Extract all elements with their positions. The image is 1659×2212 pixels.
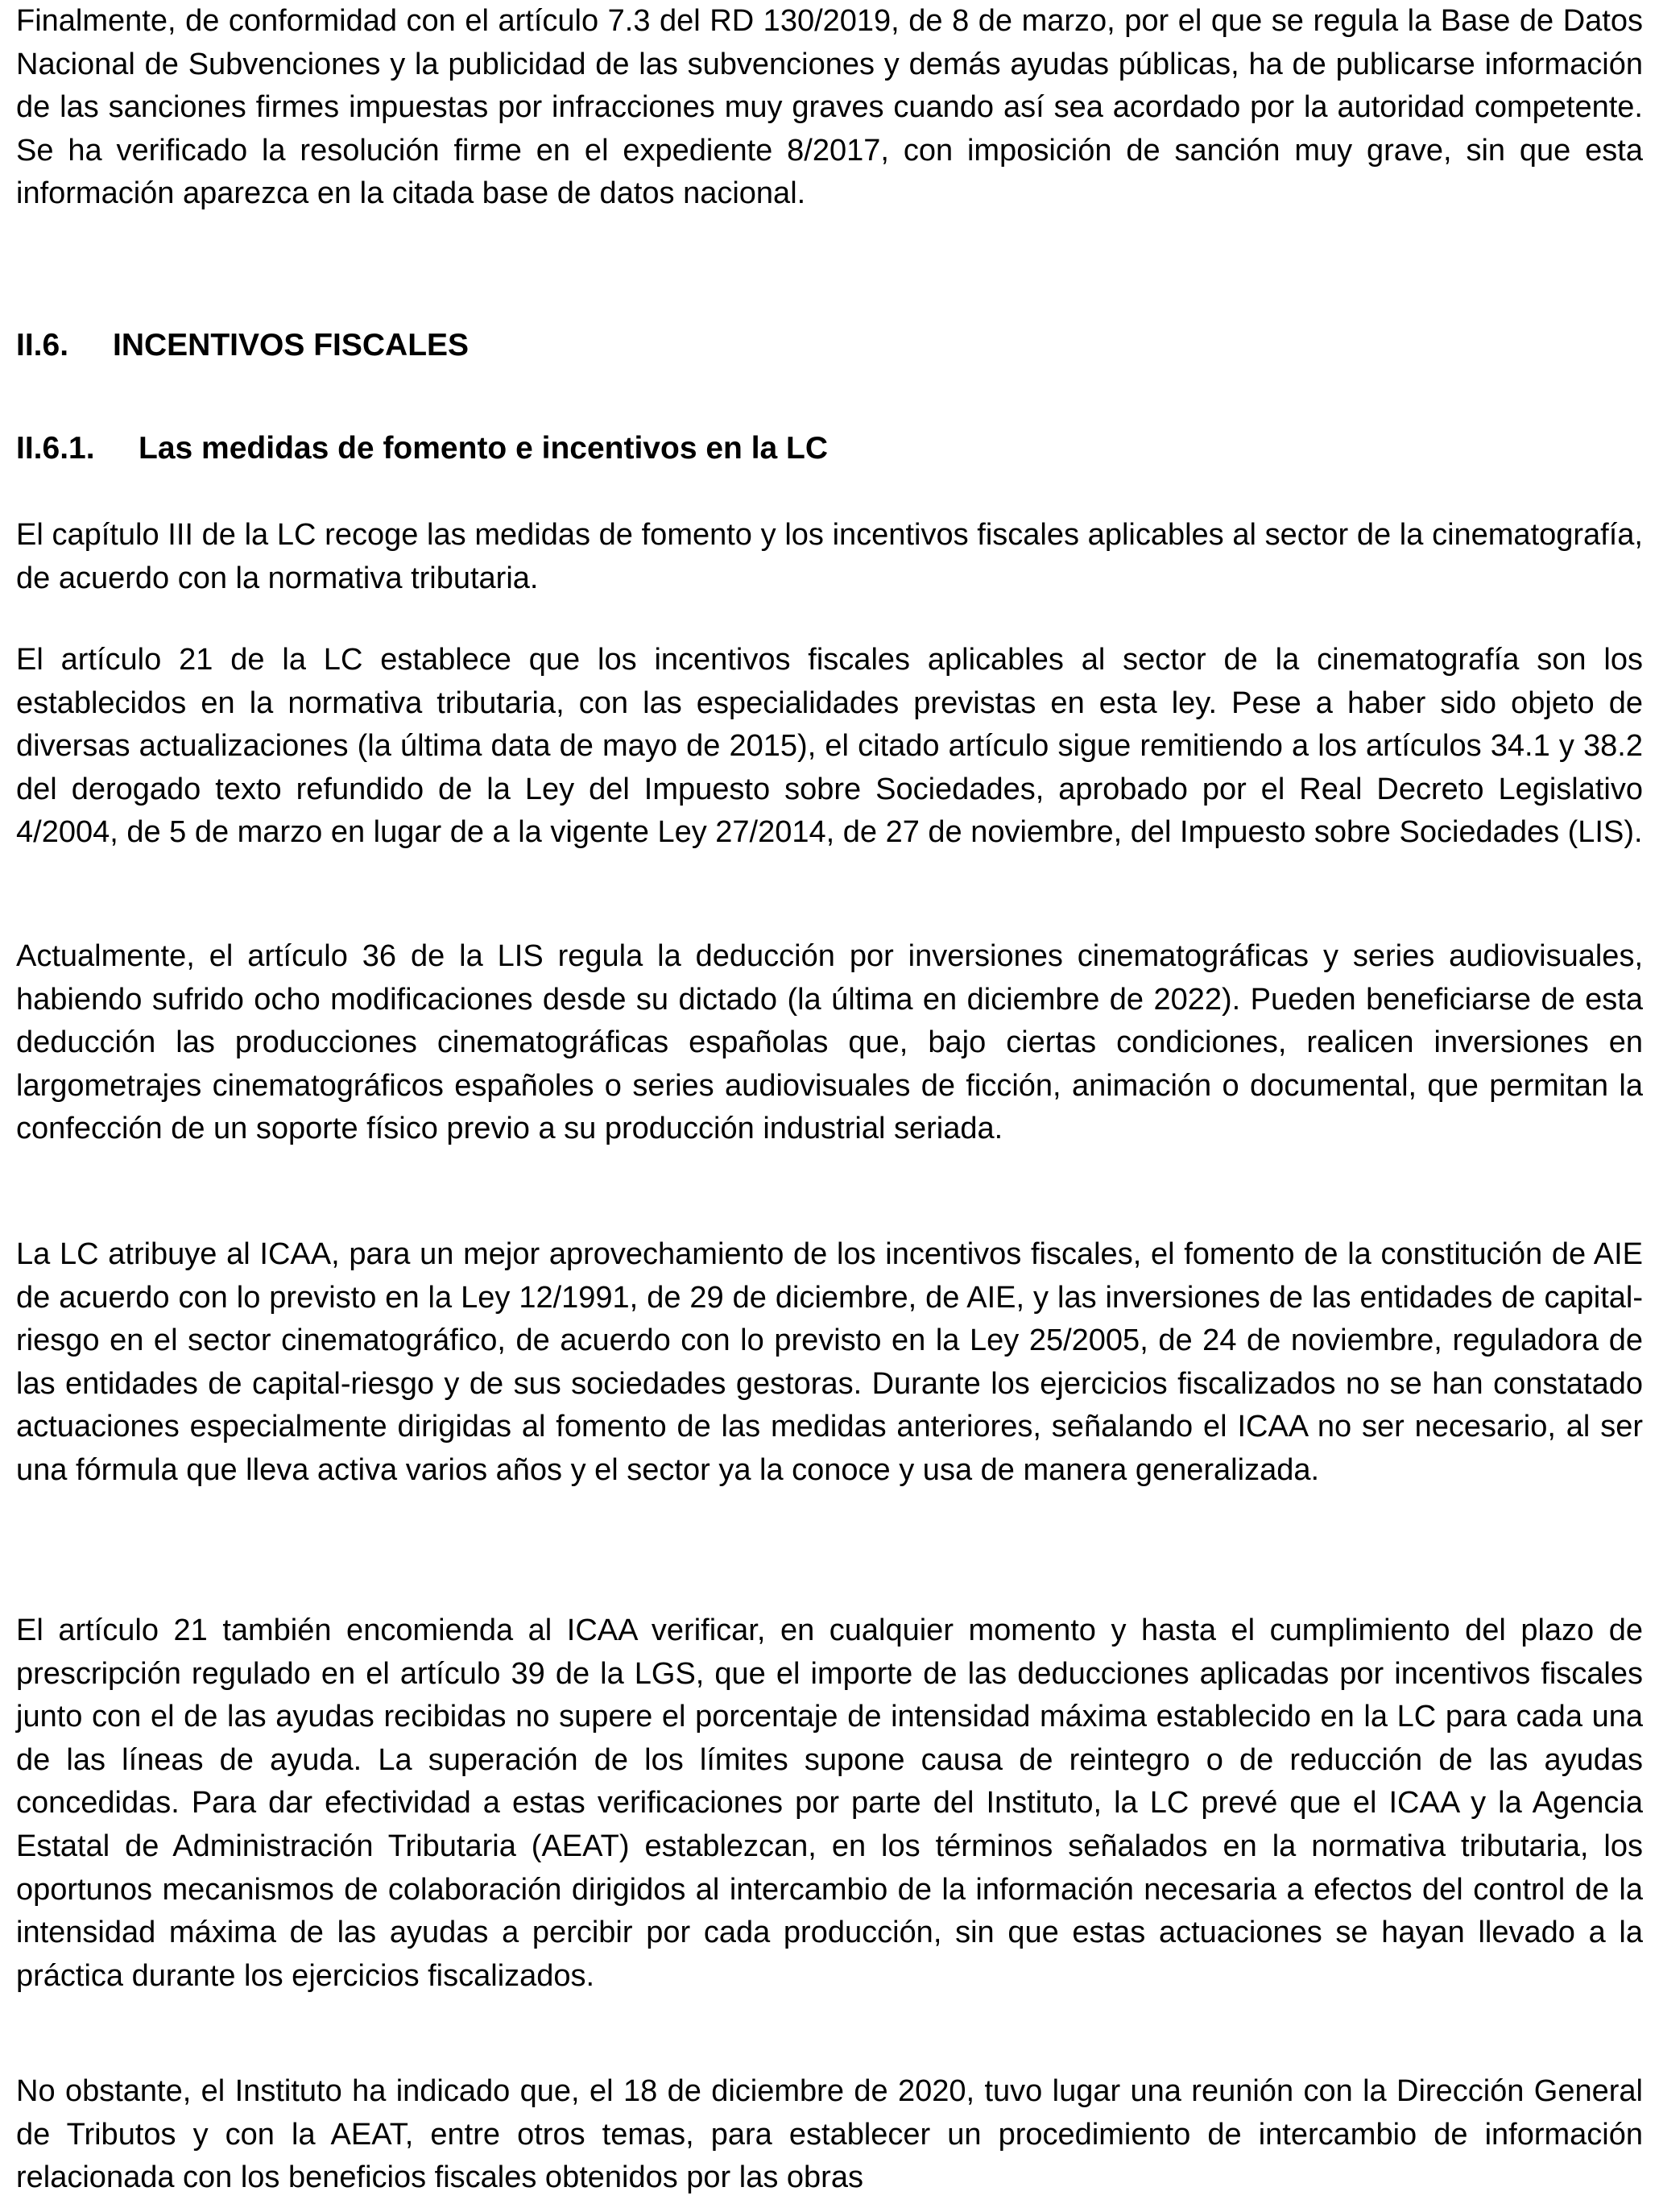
subsection-heading-medidas-fomento <box>16 427 828 470</box>
paragraph-fomento-aie: La LC atribuye al ICAA, para un mejor aprovechamiento de los incentivos fiscales, el fomento de la constitución de AIE de acuerdo con lo previsto en la Ley 12/1991, de 29 de diciembre, de AIE, y las inversiones de las entidades de capital-riesgo en el sector cinematográfico, de acuerdo con lo previsto en la Ley 25/2005, de 24 de noviembre, reguladora de las entidades de capital-riesgo y de sus sociedades gestoras. Durante los ejercicios fiscalizados no se han constatado actuaciones especialmente dirigidas al fomento de las medidas anteriores, señalando el ICAA no ser necesario, al ser una fórmula que lleva activa varios años y el sector ya la conoce y usa de manera generalizada. <box>16 1237 1643 1487</box>
section-number: II.6. <box>16 328 69 362</box>
section-heading-incentivos-fiscales <box>16 324 469 367</box>
subsection-number: II.6.1. <box>16 431 95 466</box>
paragraph-verificacion-icaa: El artículo 21 también encomienda al ICAA verificar, en cualquier momento y hasta el cumplimiento del plazo de prescripción regulado en el artículo 39 de la LGS, que el importe de las deducciones aplicadas por incentivos fiscales junto con el de las ayudas recibidas no supere el porcentaje de intensidad máxima establecido en la LC para cada una de las líneas de ayuda. La superación de los límites supone causa de reintegro o de reducción de las ayudas concedidas. Para dar efectividad a estas verificaciones por parte del Instituto, la LC prevé que el ICAA y la Agencia Estatal de Administración Tributaria (AEAT) establezcan, en los términos señalados en la normativa tributaria, los oportunos mecanismos de colaboración dirigidos al intercambio de la información necesaria a efectos del control de la intensidad máxima de las ayudas a percibir por cada producción, sin que estas actuaciones se hayan llevado a la práctica durante los ejercicios fiscalizados. <box>16 1613 1643 1993</box>
paragraph-articulo-21: El artículo 21 de la LC establece que los incentivos fiscales aplicables al sector de la cinematografía son los establecidos en la normativa tributaria, con las especialidades previstas en esta ley. Pese a haber sido objeto de diversas actualizaciones (la última data de mayo de 2015), el citado artículo sigue remitiendo a los artículos 34.1 y 38.2 del derogado texto refundido de la Ley del Impuesto sobre Sociedades, aprobado por el Real Decreto Legislativo 4/2004, de 5 de marzo en lugar de a la vigente Ley 27/2014, de 27 de noviembre, del Impuesto sobre Sociedades (LIS). <box>16 643 1643 850</box>
section-title: INCENTIVOS FISCALES <box>113 328 470 362</box>
paragraph-reunion-aeat: No obstante, el Instituto ha indicado que, el 18 de diciembre de 2020, tuvo lugar una reunión con la Dirección General de Tributos y con la AEAT, entre otros temas, para establecer un procedimiento de intercambio de información relacionada con los beneficios fiscales obtenidos por las obras <box>16 2074 1643 2195</box>
paragraph-articulo-36-lis: Actualmente, el artículo 36 de la LIS regula la deducción por inversiones cinematográficas y series audiovisuales, habiendo sufrido ocho modificaciones desde su dictado (la última en diciembre de 2022). Pueden beneficiarse de esta deducción las producciones cinematográficas españolas que, bajo ciertas condiciones, realicen inversiones en largometrajes cinematográficos españoles o series audiovisuales de ficción, animación o documental, que permitan la confección de un soporte físico previo a su producción industrial seriada. <box>16 939 1643 1146</box>
paragraph-sanciones-base-datos: Finalmente, de conformidad con el artículo 7.3 del RD 130/2019, de 8 de marzo, por el que se regula la Base de Datos Nacional de Subvenciones y la publicidad de las subvenciones y demás ayudas públicas, ha de publicarse información de las sanciones firmes impuestas por infracciones muy graves cuando así sea acordado por la autoridad competente. Se ha verificado la resolución firme en el expediente 8/2017, con imposición de sanción muy grave, sin que esta información aparezca en la citada base de datos nacional. <box>16 4 1643 211</box>
paragraph-capitulo-iii: El capítulo III de la LC recoge las medidas de fomento y los incentivos fiscales aplicables al sector de la cinematografía, de acuerdo con la normativa tributaria. <box>16 518 1643 595</box>
subsection-title: Las medidas de fomento e incentivos en la LC <box>139 431 829 466</box>
